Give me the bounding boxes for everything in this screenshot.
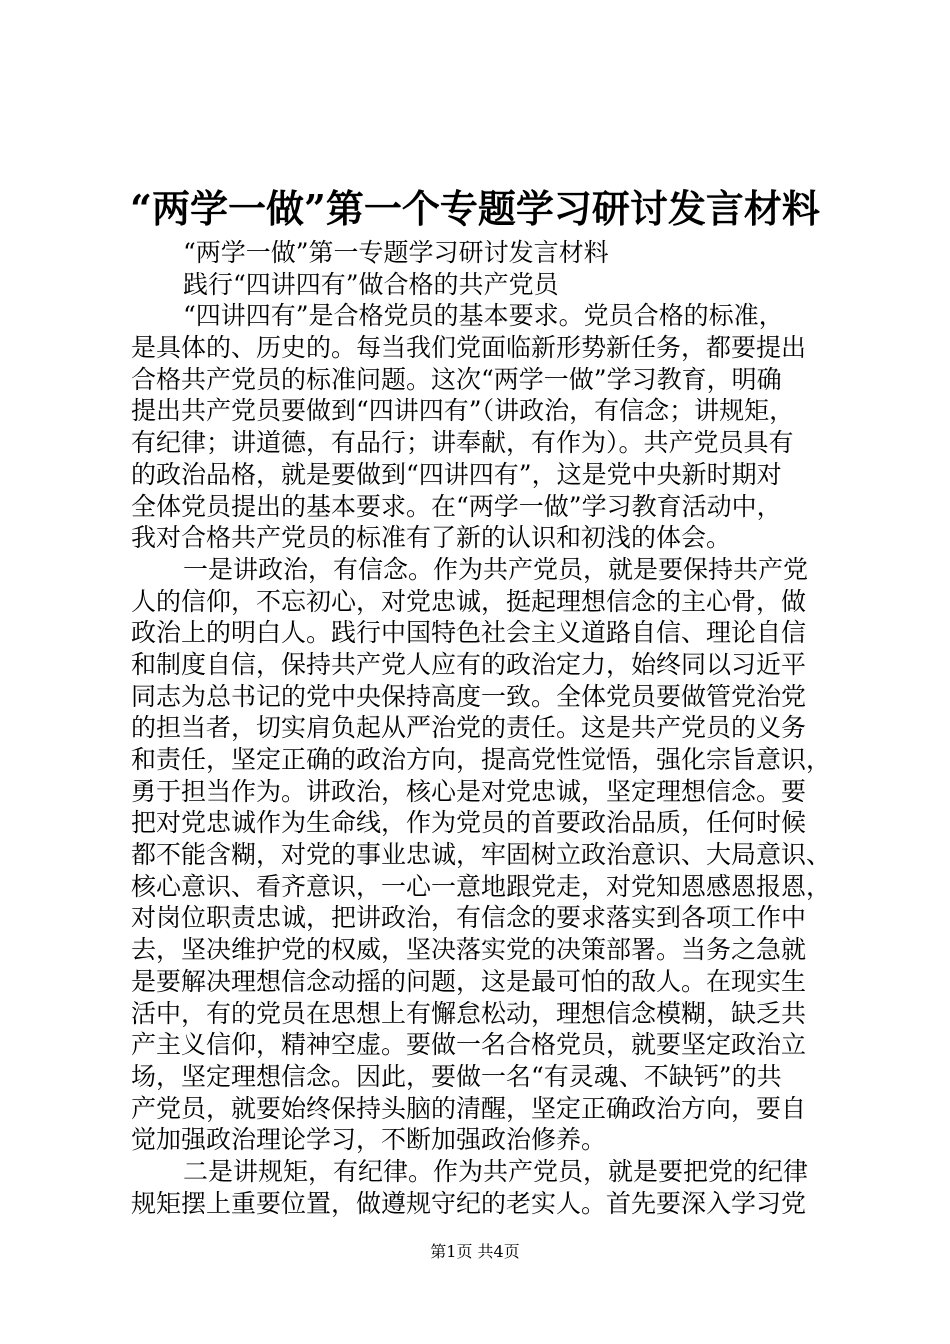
document-title: “两学一做”第一个专题学习研讨发言材料 [130, 186, 820, 231]
body-line: 和责任，坚定正确的政治方向，提高党性觉悟，强化宗旨意识， [131, 745, 832, 774]
body-line: 践行“四讲四有”做合格的共产党员 [183, 269, 559, 299]
body-line: 提出共产党员要做到“四讲四有”（讲政治，有信念；讲规矩， [131, 396, 795, 426]
body-line: “两学一做”第一专题学习研讨发言材料 [183, 238, 609, 267]
body-line: 有纪律；讲道德，有品行；讲奉献，有作为）。共产党员具有 [131, 428, 794, 458]
document-body [131, 237, 851, 1219]
body-line: 把对党忠诚作为生命线，作为党员的首要政治品质，任何时候 [131, 808, 807, 838]
body-line: “四讲四有”是合格党员的基本要求。党员合格的标准， [183, 301, 784, 331]
body-line: 二是讲规矩，有纪律。作为共产党员，就是要把党的纪律 [183, 1156, 809, 1186]
body-line: 同志为总书记的党中央保持高度一致。全体党员要做管党治党 [131, 681, 807, 711]
body-line: 核心意识、看齐意识，一心一意地跟党走，对党知恩感恩报恩， [131, 871, 832, 901]
body-line: 和制度自信，保持共产党人应有的政治定力，始终同以习近平 [131, 649, 807, 679]
body-line: 产党员，就要始终保持头脑的清醒，坚定正确政治方向，要自 [131, 1093, 807, 1123]
body-line: 的担当者，切实肩负起从严治党的责任。这是共产党员的义务 [131, 713, 807, 743]
body-line: 产主义信仰，精神空虚。要做一名合格党员，就要坚定政治立 [131, 1030, 807, 1060]
body-line: 觉加强政治理论学习，不断加强政治修养。 [131, 1125, 607, 1155]
body-line: 对岗位职责忠诚，把讲政治，有信念的要求落实到各项工作中 [131, 903, 807, 933]
body-line: 政治上的明白人。践行中国特色社会主义道路自信、理论自信 [131, 618, 807, 648]
page-footer: 第1页 共4页 [430, 1242, 520, 1261]
body-line: 规矩摆上重要位置，做遵规守纪的老实人。首先要深入学习党 [131, 1188, 807, 1218]
body-line: 场，坚定理想信念。因此，要做一名“有灵魂、不缺钙”的共 [131, 1061, 782, 1091]
body-line: 的政治品格，就是要做到“四讲四有”，这是党中央新时期对 [131, 459, 782, 489]
body-line: 是具体的、历史的。每当我们党面临新形势新任务，都要提出 [131, 333, 807, 363]
body-line: 我对合格共产党员的标准有了新的认识和初浅的体会。 [131, 523, 732, 553]
body-line: 都不能含糊，对党的事业忠诚，牢固树立政治意识、大局意识、 [131, 840, 832, 870]
body-line: 人的信仰，不忘初心，对党忠诚，挺起理想信念的主心骨，做 [131, 586, 807, 616]
body-line: 合格共产党员的标准问题。这次“两学一做”学习教育，明确 [131, 364, 782, 394]
body-line: 去，坚决维护党的权威，坚决落实党的决策部署。当务之急就 [131, 935, 807, 965]
body-line: 勇于担当作为。讲政治，核心是对党忠诚，坚定理想信念。要 [131, 776, 807, 806]
body-line: 全体党员提出的基本要求。在“两学一做”学习教育活动中， [131, 491, 782, 521]
body-line: 是要解决理想信念动摇的问题，这是最可怕的敌人。在现实生 [131, 966, 807, 996]
body-line: 一是讲政治，有信念。作为共产党员，就是要保持共产党 [183, 554, 809, 584]
body-line: 活中，有的党员在思想上有懈怠松动，理想信念模糊，缺乏共 [131, 998, 807, 1028]
